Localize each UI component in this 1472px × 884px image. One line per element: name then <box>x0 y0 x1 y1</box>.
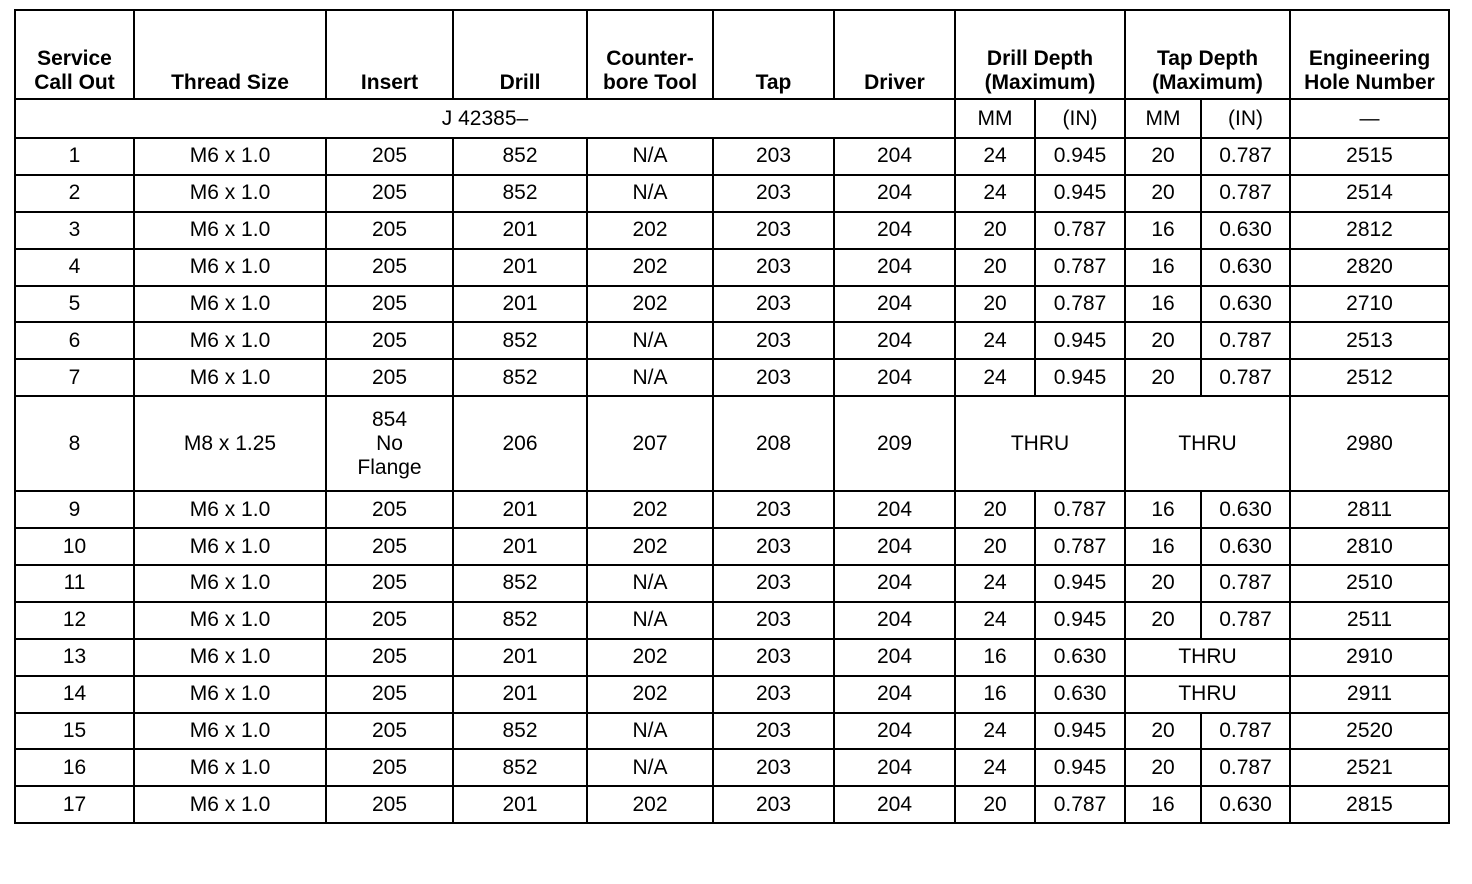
header-drill <box>453 10 587 99</box>
cell-thread-size: M6 x 1.0 <box>134 138 326 175</box>
table-row <box>15 676 1449 713</box>
cell-thread-size: M6 x 1.0 <box>134 639 326 676</box>
cell-counterbore-tool: 202 <box>587 212 713 249</box>
table-row <box>15 322 1449 359</box>
table-row <box>15 138 1449 175</box>
header-label: Driver <box>864 71 925 94</box>
table-row <box>15 491 1449 528</box>
cell-drill: 201 <box>453 528 587 565</box>
cell-tap-depth-thru: THRU <box>1125 639 1290 676</box>
cell-drill-depth-mm: 24 <box>955 602 1035 639</box>
cell-insert: 205 <box>326 175 453 212</box>
cell-tap-depth-mm: 16 <box>1125 491 1201 528</box>
header-label: Drill Depth (Maximum) <box>984 47 1096 94</box>
cell-thread-size: M6 x 1.0 <box>134 528 326 565</box>
cell-insert: 205 <box>326 286 453 323</box>
table-row <box>15 602 1449 639</box>
cell-insert: 205 <box>326 713 453 750</box>
cell-drill-depth-in: 0.945 <box>1035 175 1125 212</box>
header-label: Counter-bore Tool <box>602 47 698 94</box>
cell-drill: 852 <box>453 749 587 786</box>
cell-counterbore-tool: N/A <box>587 565 713 602</box>
cell-drill-depth-in: 0.787 <box>1035 786 1125 823</box>
cell-thread-size: M6 x 1.0 <box>134 749 326 786</box>
cell-tap-depth-mm: 16 <box>1125 212 1201 249</box>
cell-engineering-hole-number: 2820 <box>1290 249 1449 286</box>
table-row <box>15 249 1449 286</box>
header-label: Tap <box>755 71 792 94</box>
header-service-call-out <box>15 10 134 99</box>
cell-tap: 203 <box>713 491 834 528</box>
header-label: Drill <box>499 71 541 94</box>
cell-counterbore-tool: N/A <box>587 175 713 212</box>
cell-tap-depth-mm: 20 <box>1125 359 1201 396</box>
cell-tap-depth-thru: THRU <box>1125 676 1290 713</box>
cell-thread-size: M6 x 1.0 <box>134 249 326 286</box>
cell-counterbore-tool: 202 <box>587 676 713 713</box>
cell-drill-depth-mm: 16 <box>955 639 1035 676</box>
cell-tap: 203 <box>713 713 834 750</box>
cell-tap: 208 <box>713 396 834 491</box>
cell-tap-depth-mm: 20 <box>1125 713 1201 750</box>
cell-service-call-out: 2 <box>15 175 134 212</box>
tap-in-unit: (IN) <box>1201 99 1290 138</box>
cell-driver: 209 <box>834 396 955 491</box>
cell-drill: 201 <box>453 639 587 676</box>
tool-prefix: J 42385– <box>15 99 955 138</box>
cell-tap: 203 <box>713 602 834 639</box>
cell-counterbore-tool: N/A <box>587 359 713 396</box>
cell-tap: 203 <box>713 565 834 602</box>
cell-thread-size: M8 x 1.25 <box>134 396 326 491</box>
cell-engineering-hole-number: 2980 <box>1290 396 1449 491</box>
cell-drill-depth-in: 0.945 <box>1035 359 1125 396</box>
cell-engineering-hole-number: 2810 <box>1290 528 1449 565</box>
subheader-row <box>15 99 1449 138</box>
cell-insert <box>326 396 453 491</box>
cell-driver: 204 <box>834 676 955 713</box>
cell-service-call-out: 13 <box>15 639 134 676</box>
cell-drill: 201 <box>453 286 587 323</box>
table-row <box>15 286 1449 323</box>
cell-tap: 203 <box>713 749 834 786</box>
cell-driver: 204 <box>834 138 955 175</box>
header-drill-depth <box>955 10 1125 99</box>
cell-tap-depth-mm: 16 <box>1125 286 1201 323</box>
cell-tap: 203 <box>713 639 834 676</box>
cell-insert: 205 <box>326 359 453 396</box>
cell-drill-depth-mm: 24 <box>955 138 1035 175</box>
cell-drill-depth-mm: 24 <box>955 749 1035 786</box>
cell-thread-size: M6 x 1.0 <box>134 175 326 212</box>
cell-tap-depth-mm: 16 <box>1125 786 1201 823</box>
cell-drill-depth-mm: 20 <box>955 286 1035 323</box>
cell-counterbore-tool: 202 <box>587 528 713 565</box>
cell-engineering-hole-number: 2911 <box>1290 676 1449 713</box>
cell-counterbore-tool: N/A <box>587 749 713 786</box>
cell-drill: 201 <box>453 786 587 823</box>
cell-drill-depth-mm: 16 <box>955 676 1035 713</box>
cell-tap: 203 <box>713 676 834 713</box>
cell-tap-depth-mm: 20 <box>1125 565 1201 602</box>
cell-tap-depth-mm: 20 <box>1125 138 1201 175</box>
cell-drill-depth-mm: 24 <box>955 565 1035 602</box>
cell-tap: 203 <box>713 175 834 212</box>
cell-service-call-out: 3 <box>15 212 134 249</box>
table-row <box>15 175 1449 212</box>
table-row <box>15 396 1449 491</box>
cell-counterbore-tool: 202 <box>587 286 713 323</box>
cell-tap-depth-mm: 20 <box>1125 749 1201 786</box>
cell-counterbore-tool: N/A <box>587 713 713 750</box>
cell-service-call-out: 14 <box>15 676 134 713</box>
cell-drill: 852 <box>453 138 587 175</box>
cell-tap-depth-in: 0.787 <box>1201 359 1290 396</box>
header-driver <box>834 10 955 99</box>
header-label: Service Call Out <box>34 47 115 94</box>
cell-insert: 205 <box>326 786 453 823</box>
cell-service-call-out: 15 <box>15 713 134 750</box>
cell-tap-depth-in: 0.630 <box>1201 212 1290 249</box>
cell-driver: 204 <box>834 212 955 249</box>
cell-driver: 204 <box>834 713 955 750</box>
cell-drill-depth-in: 0.787 <box>1035 249 1125 286</box>
cell-drill-depth-mm: 24 <box>955 713 1035 750</box>
cell-driver: 204 <box>834 249 955 286</box>
table-row <box>15 713 1449 750</box>
table-row <box>15 639 1449 676</box>
cell-drill: 852 <box>453 359 587 396</box>
cell-driver: 204 <box>834 286 955 323</box>
cell-drill: 201 <box>453 212 587 249</box>
header-counterbore-tool <box>587 10 713 99</box>
cell-tap-depth-in: 0.787 <box>1201 713 1290 750</box>
cell-tap-depth-in: 0.787 <box>1201 175 1290 212</box>
cell-drill-depth-in: 0.630 <box>1035 676 1125 713</box>
cell-counterbore-tool: N/A <box>587 322 713 359</box>
cell-tap: 203 <box>713 212 834 249</box>
cell-thread-size: M6 x 1.0 <box>134 286 326 323</box>
cell-counterbore-tool: 202 <box>587 639 713 676</box>
cell-engineering-hole-number: 2812 <box>1290 212 1449 249</box>
cell-service-call-out: 10 <box>15 528 134 565</box>
table-container <box>14 9 1450 824</box>
cell-insert: 205 <box>326 322 453 359</box>
cell-drill: 852 <box>453 602 587 639</box>
cell-tap: 203 <box>713 786 834 823</box>
cell-engineering-hole-number: 2815 <box>1290 786 1449 823</box>
cell-drill: 201 <box>453 491 587 528</box>
table-body <box>15 138 1449 823</box>
cell-tap-depth-thru: THRU <box>1125 396 1290 491</box>
cell-service-call-out: 9 <box>15 491 134 528</box>
cell-thread-size: M6 x 1.0 <box>134 565 326 602</box>
cell-service-call-out: 4 <box>15 249 134 286</box>
cell-tap-depth-mm: 20 <box>1125 322 1201 359</box>
cell-engineering-hole-number: 2514 <box>1290 175 1449 212</box>
cell-insert-line: Flange <box>357 455 422 479</box>
cell-drill: 852 <box>453 565 587 602</box>
cell-driver: 204 <box>834 322 955 359</box>
cell-tap-depth-in: 0.787 <box>1201 322 1290 359</box>
cell-service-call-out: 6 <box>15 322 134 359</box>
table-row <box>15 528 1449 565</box>
cell-insert: 205 <box>326 212 453 249</box>
cell-tap-depth-in: 0.787 <box>1201 565 1290 602</box>
cell-tap-depth-in: 0.787 <box>1201 749 1290 786</box>
cell-insert: 205 <box>326 491 453 528</box>
tool-table <box>14 9 1450 824</box>
cell-engineering-hole-number: 2710 <box>1290 286 1449 323</box>
header-label: Insert <box>360 71 419 94</box>
table-row <box>15 565 1449 602</box>
drill-mm-unit: MM <box>955 99 1035 138</box>
cell-counterbore-tool: 202 <box>587 249 713 286</box>
cell-thread-size: M6 x 1.0 <box>134 602 326 639</box>
cell-drill-depth-mm: 24 <box>955 322 1035 359</box>
cell-tap-depth-in: 0.630 <box>1201 491 1290 528</box>
header-tap <box>713 10 834 99</box>
cell-drill-depth-mm: 24 <box>955 175 1035 212</box>
cell-drill-depth-mm: 20 <box>955 491 1035 528</box>
cell-engineering-hole-number: 2513 <box>1290 322 1449 359</box>
cell-drill: 201 <box>453 676 587 713</box>
cell-drill: 852 <box>453 713 587 750</box>
cell-thread-size: M6 x 1.0 <box>134 212 326 249</box>
cell-service-call-out: 1 <box>15 138 134 175</box>
cell-service-call-out: 7 <box>15 359 134 396</box>
cell-drill: 201 <box>453 249 587 286</box>
cell-drill-depth-in: 0.945 <box>1035 602 1125 639</box>
table-row <box>15 359 1449 396</box>
cell-insert: 205 <box>326 249 453 286</box>
cell-service-call-out: 16 <box>15 749 134 786</box>
cell-insert: 205 <box>326 138 453 175</box>
drill-in-unit: (IN) <box>1035 99 1125 138</box>
cell-insert-line: No <box>376 431 403 455</box>
cell-tap-depth-in: 0.630 <box>1201 786 1290 823</box>
cell-drill-depth-in: 0.945 <box>1035 565 1125 602</box>
cell-driver: 204 <box>834 565 955 602</box>
cell-counterbore-tool: N/A <box>587 138 713 175</box>
cell-drill-depth-mm: 20 <box>955 249 1035 286</box>
cell-driver: 204 <box>834 639 955 676</box>
cell-drill-depth-in: 0.630 <box>1035 639 1125 676</box>
cell-tap-depth-in: 0.787 <box>1201 138 1290 175</box>
cell-driver: 204 <box>834 175 955 212</box>
cell-tap-depth-in: 0.630 <box>1201 249 1290 286</box>
cell-insert-line: 854 <box>371 407 408 431</box>
cell-driver: 204 <box>834 491 955 528</box>
cell-thread-size: M6 x 1.0 <box>134 491 326 528</box>
cell-drill-depth-in: 0.787 <box>1035 286 1125 323</box>
cell-drill-depth-in: 0.945 <box>1035 749 1125 786</box>
cell-drill-depth-mm: 20 <box>955 212 1035 249</box>
cell-tap-depth-in: 0.630 <box>1201 528 1290 565</box>
cell-engineering-hole-number: 2512 <box>1290 359 1449 396</box>
cell-tap-depth-mm: 20 <box>1125 602 1201 639</box>
cell-drill-depth-mm: 20 <box>955 786 1035 823</box>
cell-counterbore-tool: 207 <box>587 396 713 491</box>
table-row <box>15 749 1449 786</box>
cell-driver: 204 <box>834 528 955 565</box>
cell-counterbore-tool: N/A <box>587 602 713 639</box>
cell-tap-depth-mm: 16 <box>1125 249 1201 286</box>
cell-thread-size: M6 x 1.0 <box>134 359 326 396</box>
cell-driver: 204 <box>834 359 955 396</box>
cell-drill: 852 <box>453 175 587 212</box>
cell-service-call-out: 17 <box>15 786 134 823</box>
cell-service-call-out: 5 <box>15 286 134 323</box>
cell-counterbore-tool: 202 <box>587 491 713 528</box>
cell-insert: 205 <box>326 602 453 639</box>
header-thread-size <box>134 10 326 99</box>
table-row <box>15 212 1449 249</box>
cell-tap-depth-in: 0.630 <box>1201 286 1290 323</box>
cell-driver: 204 <box>834 786 955 823</box>
cell-counterbore-tool: 202 <box>587 786 713 823</box>
cell-engineering-hole-number: 2511 <box>1290 602 1449 639</box>
header-tap-depth <box>1125 10 1290 99</box>
cell-insert: 205 <box>326 639 453 676</box>
cell-drill-depth-in: 0.787 <box>1035 212 1125 249</box>
cell-drill-depth-in: 0.787 <box>1035 528 1125 565</box>
cell-drill-depth-in: 0.945 <box>1035 713 1125 750</box>
ehn-unit: — <box>1290 99 1449 138</box>
cell-thread-size: M6 x 1.0 <box>134 786 326 823</box>
cell-drill: 206 <box>453 396 587 491</box>
cell-engineering-hole-number: 2521 <box>1290 749 1449 786</box>
cell-thread-size: M6 x 1.0 <box>134 676 326 713</box>
cell-driver: 204 <box>834 602 955 639</box>
cell-tap: 203 <box>713 359 834 396</box>
cell-thread-size: M6 x 1.0 <box>134 322 326 359</box>
cell-driver: 204 <box>834 749 955 786</box>
cell-insert: 205 <box>326 676 453 713</box>
cell-thread-size: M6 x 1.0 <box>134 713 326 750</box>
header-engineering-hole-number <box>1290 10 1449 99</box>
cell-drill: 852 <box>453 322 587 359</box>
cell-insert: 205 <box>326 749 453 786</box>
header-insert <box>326 10 453 99</box>
cell-service-call-out: 12 <box>15 602 134 639</box>
cell-drill-depth-thru: THRU <box>955 396 1125 491</box>
cell-tap: 203 <box>713 138 834 175</box>
cell-tap: 203 <box>713 322 834 359</box>
cell-tap: 203 <box>713 286 834 323</box>
tap-mm-unit: MM <box>1125 99 1201 138</box>
cell-service-call-out: 8 <box>15 396 134 491</box>
cell-drill-depth-in: 0.945 <box>1035 322 1125 359</box>
cell-tap-depth-mm: 20 <box>1125 175 1201 212</box>
cell-engineering-hole-number: 2515 <box>1290 138 1449 175</box>
header-label: Engineering Hole Number <box>1304 47 1435 94</box>
cell-engineering-hole-number: 2910 <box>1290 639 1449 676</box>
header-label: Thread Size <box>171 71 289 94</box>
header-label: Tap Depth (Maximum) <box>1152 47 1263 94</box>
cell-engineering-hole-number: 2510 <box>1290 565 1449 602</box>
cell-drill-depth-mm: 20 <box>955 528 1035 565</box>
cell-drill-depth-mm: 24 <box>955 359 1035 396</box>
cell-tap: 203 <box>713 528 834 565</box>
header-row <box>15 10 1449 99</box>
cell-engineering-hole-number: 2520 <box>1290 713 1449 750</box>
cell-tap-depth-in: 0.787 <box>1201 602 1290 639</box>
cell-tap: 203 <box>713 249 834 286</box>
cell-service-call-out: 11 <box>15 565 134 602</box>
cell-engineering-hole-number: 2811 <box>1290 491 1449 528</box>
cell-drill-depth-in: 0.787 <box>1035 491 1125 528</box>
cell-drill-depth-in: 0.945 <box>1035 138 1125 175</box>
table-row <box>15 786 1449 823</box>
cell-insert: 205 <box>326 528 453 565</box>
cell-insert: 205 <box>326 565 453 602</box>
cell-tap-depth-mm: 16 <box>1125 528 1201 565</box>
